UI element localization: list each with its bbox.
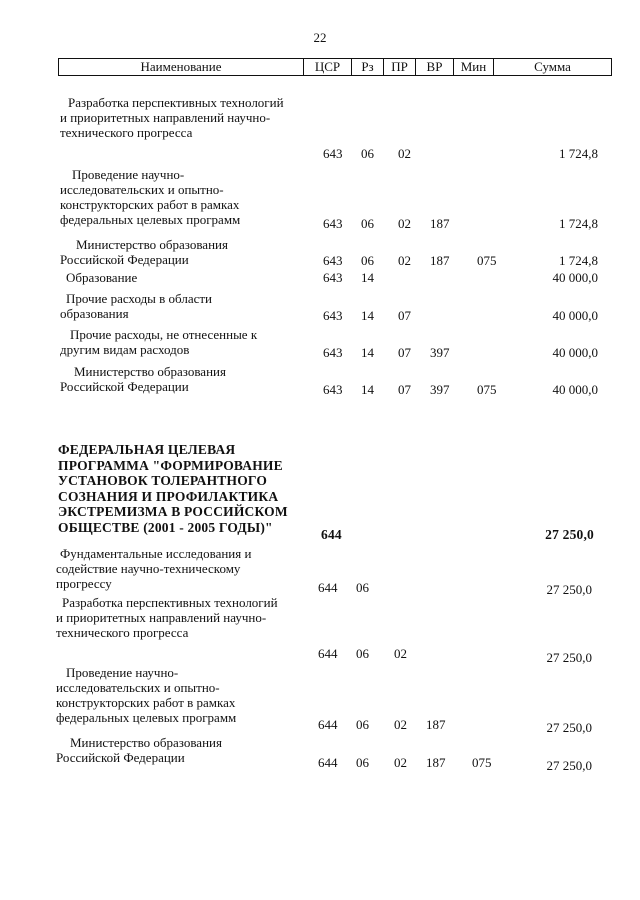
row-name: Министерство образования Российской Федерации <box>60 237 228 267</box>
row-vr: 187 <box>430 216 450 231</box>
row-pr: 07 <box>398 382 411 397</box>
header-csr: ЦСР <box>303 59 351 75</box>
row-sum: 27 250,0 <box>546 582 592 597</box>
row-pr: 02 <box>394 717 407 732</box>
row-csr: 644 <box>318 755 338 770</box>
row-pr: 02 <box>398 216 411 231</box>
row-name: Проведение научно-исследовательских и опытно-конструкторских работ в рамках федеральных целевых программ <box>56 665 237 725</box>
row-csr: 644 <box>318 717 338 732</box>
row-sum: 40 000,0 <box>552 382 598 397</box>
row-csr: 643 <box>323 146 343 161</box>
row-sum: 1 724,8 <box>559 216 598 231</box>
header-sum: Сумма <box>493 59 611 75</box>
row-sum: 40 000,0 <box>552 308 598 323</box>
row-sum: 1 724,8 <box>559 146 598 161</box>
row-min: 075 <box>477 382 497 397</box>
row-name: Прочие расходы в области образования <box>60 291 213 321</box>
row-csr: 643 <box>323 216 343 231</box>
page-number: 22 <box>313 30 327 45</box>
row-name: Министерство образования Российской Федерации <box>60 364 226 394</box>
row-sum: 40 000,0 <box>552 345 598 360</box>
row-vr: 187 <box>430 253 450 268</box>
row-sum: 27 250,0 <box>546 650 592 665</box>
row-pr: 07 <box>398 308 411 323</box>
row-name: Образование <box>66 270 138 285</box>
row-rz: 06 <box>356 580 369 595</box>
row-pr: 02 <box>398 253 411 268</box>
row-sum: 27 250,0 <box>545 527 594 542</box>
row-csr: 643 <box>323 345 343 360</box>
row-sum: 1 724,8 <box>559 253 598 268</box>
row-name: Прочие расходы, не отнесенные к другим видам расходов <box>60 327 258 357</box>
row-csr: 643 <box>323 270 343 285</box>
row-min: 075 <box>472 755 492 770</box>
row-pr: 02 <box>398 146 411 161</box>
row-rz: 14 <box>361 382 374 397</box>
row-pr: 02 <box>394 646 407 661</box>
row-rz: 14 <box>361 345 374 360</box>
row-name: Фундаментальные исследования и содействие научно-техническому прогрессу <box>56 546 252 591</box>
row-sum: 27 250,0 <box>546 758 592 773</box>
row-name: Разработка перспективных технологий и приоритетных направлений научно-технического прогресса <box>60 95 284 140</box>
header-name: Наименование <box>140 59 222 74</box>
header-rz: Рз <box>351 59 383 75</box>
row-vr: 187 <box>426 755 446 770</box>
row-rz: 06 <box>361 146 374 161</box>
row-name: Министерство образования Российской Федерации <box>56 735 222 765</box>
header-min: Мин <box>453 59 493 75</box>
row-name: Проведение научно-исследовательских и опытно-конструкторских работ в рамках федеральных целевых программ <box>60 167 241 227</box>
row-rz: 14 <box>361 270 374 285</box>
header-pr: ПР <box>383 59 415 75</box>
row-csr: 643 <box>323 382 343 397</box>
program-title: ФЕДЕРАЛЬНАЯ ЦЕЛЕВАЯ ПРОГРАММА "ФОРМИРОВАНИЕ УСТАНОВОК ТОЛЕРАНТНОГО СОЗНАНИЯ И ПРОФИЛАКТИКА ЭКСТРЕМИЗМА В РОССИЙСКОМ ОБЩЕСТВЕ (2001 - 2005 ГОДЫ)" <box>58 442 288 535</box>
row-rz: 06 <box>361 216 374 231</box>
row-rz: 06 <box>356 646 369 661</box>
row-vr: 397 <box>430 345 450 360</box>
row-vr: 397 <box>430 382 450 397</box>
row-pr: 02 <box>394 755 407 770</box>
row-rz: 06 <box>356 755 369 770</box>
row-rz: 06 <box>361 253 374 268</box>
row-csr: 644 <box>321 527 342 542</box>
row-csr: 643 <box>323 308 343 323</box>
row-csr: 644 <box>318 580 338 595</box>
row-csr: 644 <box>318 646 338 661</box>
row-rz: 14 <box>361 308 374 323</box>
row-name: Разработка перспективных технологий и приоритетных направлений научно-технического прогресса <box>56 595 278 640</box>
row-vr: 187 <box>426 717 446 732</box>
row-min: 075 <box>477 253 497 268</box>
row-sum: 27 250,0 <box>546 720 592 735</box>
row-csr: 643 <box>323 253 343 268</box>
row-rz: 06 <box>356 717 369 732</box>
row-pr: 07 <box>398 345 411 360</box>
row-sum: 40 000,0 <box>552 270 598 285</box>
header-vr: ВР <box>415 59 453 75</box>
